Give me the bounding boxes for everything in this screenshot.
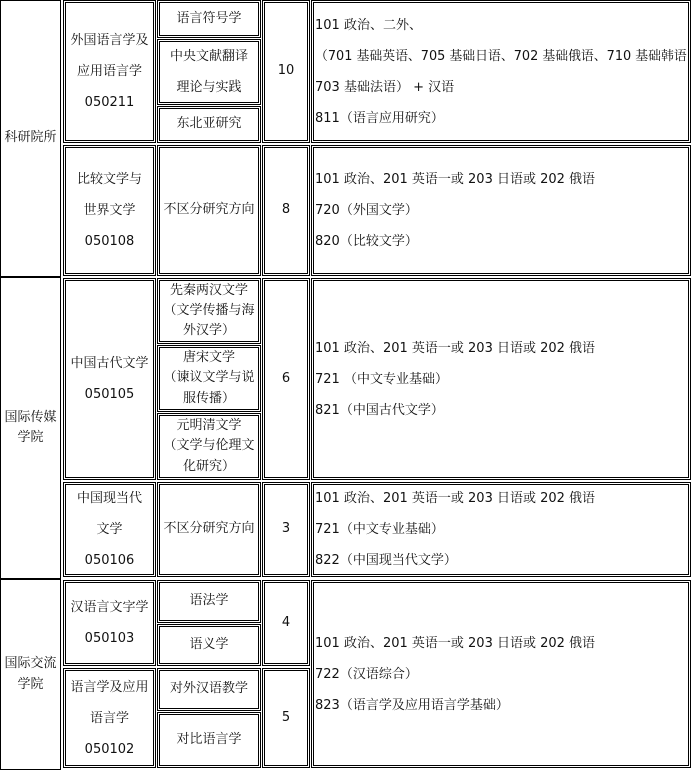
cell-text-line: 语言符号学	[176, 10, 242, 26]
major-cell	[63, 278, 156, 480]
cell-text-line: 对外汉语教学	[169, 681, 248, 697]
cell-text-line: 不区分研究方向	[163, 521, 255, 537]
cell-text-line: 不区分研究方向	[163, 202, 255, 218]
cell-text-line: 世界文学	[83, 203, 136, 218]
enrollment-count	[262, 580, 310, 666]
direction-cell	[157, 39, 261, 105]
cell-text-line: 中国现当代	[76, 491, 142, 506]
cell-text-line: 外汉学）	[182, 323, 235, 339]
cell-text-line: 理论与实践	[176, 80, 242, 95]
cell-text-line: 学院	[17, 430, 44, 445]
enrollment-count	[262, 482, 310, 577]
cell-text-line: 汉语言文字学	[70, 600, 149, 615]
major-cell	[63, 0, 156, 143]
cell-text-line: 101 政治、201 英语一或 203 日语或 202 俄语	[315, 635, 596, 651]
cell-text-line: 先秦两汉文学	[169, 282, 248, 298]
cell-text-line: 语义学	[189, 636, 229, 652]
major-cell	[63, 145, 156, 276]
cell-text-line: 720（外国文学）	[315, 203, 418, 218]
cell-text-line: 6	[281, 370, 291, 386]
major-cell	[63, 482, 156, 577]
direction-cell	[157, 580, 261, 623]
cell-text-line: 东北亚研究	[176, 116, 242, 132]
cell-text-line: 3	[281, 521, 291, 537]
cell-text-line: 8	[281, 202, 291, 218]
cell-text-line: 服传播）	[182, 390, 235, 406]
cell-text-line: 721 （中文专业基础）	[315, 371, 448, 387]
direction-cell	[157, 0, 261, 38]
cell-text-line: 中央文献翻译	[169, 49, 248, 64]
direction-cell	[157, 482, 261, 577]
enrollment-count	[262, 278, 310, 480]
cell-text-line: 中国古代文学	[70, 356, 149, 371]
cell-text-line: 722（汉语综合）	[315, 666, 418, 682]
exam-subjects	[311, 145, 691, 276]
direction-cell	[157, 106, 261, 143]
direction-cell	[157, 712, 261, 768]
institute-cell	[0, 277, 61, 579]
cell-text-line: 050105	[84, 387, 135, 402]
cell-text-line: 10	[277, 63, 295, 79]
direction-cell	[157, 345, 261, 412]
cell-text-line: 101 政治、二外、	[315, 17, 422, 33]
cell-text-line: 050108	[84, 234, 135, 249]
direction-cell	[157, 145, 261, 276]
direction-cell	[157, 668, 261, 711]
exam-subjects	[311, 0, 691, 143]
cell-text-line: 101 政治、201 英语一或 203 日语或 202 俄语	[315, 340, 596, 356]
cell-text-line: 科研院所	[4, 130, 57, 146]
cell-text-line: 703 基础法语） + 汉语	[315, 79, 455, 95]
cell-text-line: 721（中文专业基础）	[315, 522, 444, 537]
cell-text-line: 050103	[84, 631, 135, 646]
institute-cell	[0, 0, 61, 277]
direction-cell	[157, 624, 261, 666]
cell-text-line: 823（语言学及应用语言学基础）	[315, 697, 509, 713]
cell-text-line: 050211	[84, 95, 135, 110]
cell-text-line: 5	[281, 709, 291, 725]
cell-text-line: 050106	[84, 553, 135, 568]
cell-text-line: 811（语言应用研究）	[315, 110, 444, 126]
enrollment-count	[262, 145, 310, 276]
cell-text-line: （文学与伦理文	[163, 438, 255, 454]
cell-text-line: （701 基础英语、705 基础日语、702 基础俄语、710 基础韩语	[315, 48, 687, 64]
cell-text-line: 唐宋文学	[182, 350, 235, 366]
exam-subjects	[311, 482, 691, 577]
cell-text-line: 050102	[84, 741, 135, 757]
cell-text-line: 语法学	[189, 593, 229, 609]
cell-text-line: 文学	[96, 522, 123, 537]
cell-text-line: 821（中国古代文学）	[315, 402, 444, 418]
cell-text-line: 820（比较文学）	[315, 234, 418, 249]
cell-text-line: 比较文学与	[76, 172, 142, 187]
exam-subjects	[311, 580, 691, 768]
cell-text-line: （文学传播与海	[163, 302, 255, 318]
cell-text-line: 国际传媒	[4, 409, 57, 425]
cell-text-line: 101 政治、201 英语一或 203 日语或 202 俄语	[315, 172, 596, 187]
direction-cell	[157, 278, 261, 344]
cell-text-line: 822（中国现当代文学）	[315, 553, 457, 568]
direction-cell	[157, 413, 261, 480]
cell-text-line: 101 政治、201 英语一或 203 日语或 202 俄语	[315, 491, 596, 506]
institute-cell	[0, 579, 61, 770]
cell-text-line: 语言学	[89, 710, 129, 726]
exam-subjects	[311, 278, 691, 480]
cell-text-line: 学院	[17, 676, 44, 692]
cell-text-line: （谏议文学与说	[163, 370, 255, 386]
cell-text-line: 元明清文学	[176, 418, 242, 434]
major-cell	[63, 668, 156, 768]
cell-text-line: 应用语言学	[76, 64, 142, 79]
cell-text-line: 对比语言学	[176, 731, 242, 747]
cell-text-line: 外国语言学及	[70, 33, 149, 48]
cell-text-line: 国际交流	[4, 656, 57, 672]
enrollment-count	[262, 0, 310, 143]
cell-text-line: 4	[281, 614, 291, 630]
major-cell	[63, 580, 156, 666]
cell-text-line: 语言学及应用	[70, 679, 149, 695]
cell-text-line: 化研究）	[182, 458, 235, 474]
enrollment-count	[262, 668, 310, 768]
